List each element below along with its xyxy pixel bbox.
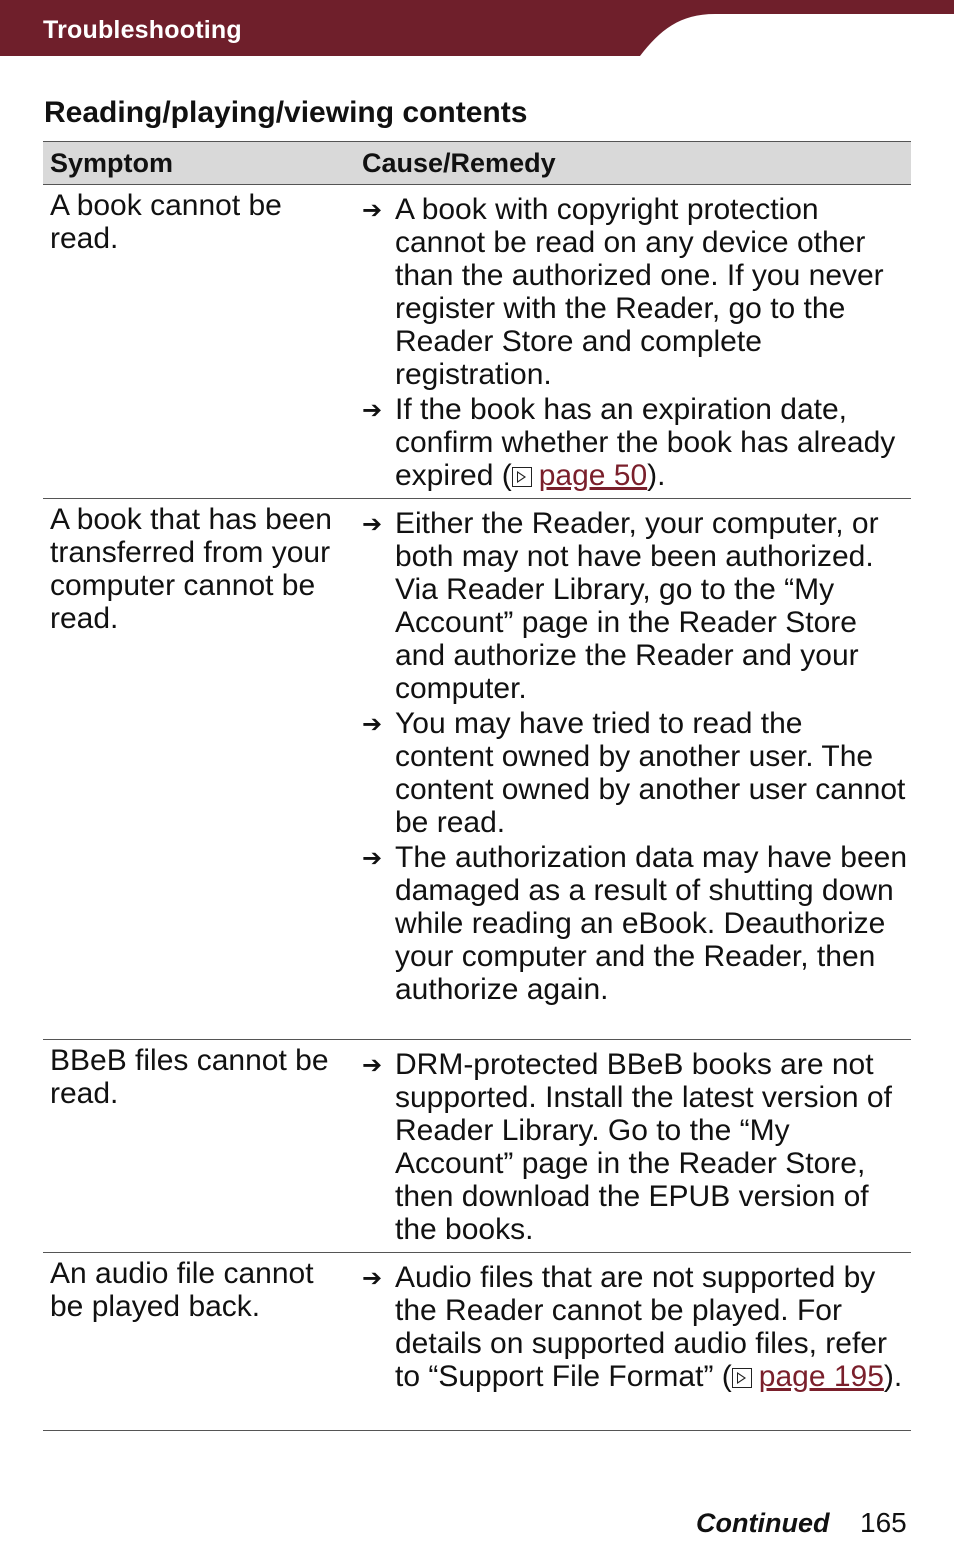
cause-item: ➔ You may have tried to read the content owned by another user. The content owned by another user cannot be read. <box>362 707 906 839</box>
cause-item: ➔ The authorization data may have been damaged as a result of shutting down while reading an eBook. Deauthorize your computer and the Reader, then authorize again. <box>362 841 908 1006</box>
section-label: Troubleshooting <box>43 16 242 44</box>
arrow-right-icon: ➔ <box>362 511 383 538</box>
arrow-right-icon: ➔ <box>362 397 383 424</box>
symptom-cell: A book that has been transferred from your computer cannot be read. <box>43 499 355 1040</box>
arrow-right-icon: ➔ <box>362 845 383 872</box>
cause-item: ➔ Either the Reader, your computer, or both may not have been authorized. Via Reader Library, go to the “My Account” page in the Reader Store and authorize the Reader and your computer. <box>362 507 879 705</box>
continued-label: Continued <box>696 1508 830 1538</box>
cause-cell <box>355 499 911 1040</box>
symptom-cell: BBeB files cannot be read. <box>43 1040 355 1253</box>
page-title: Reading/playing/viewing contents <box>44 96 528 129</box>
column-header-symptom: Symptom <box>43 142 355 185</box>
arrow-right-icon: ➔ <box>362 197 383 224</box>
column-header-cause: Cause/Remedy <box>355 142 911 185</box>
cause-cell <box>355 1040 911 1253</box>
cause-item: ➔ Audio files that are not supported by the Reader cannot be played. For details on supported audio files, refer to “Support File Format” ( page 195). <box>362 1261 903 1393</box>
arrow-right-icon: ➔ <box>362 1052 383 1079</box>
table-row <box>43 185 911 499</box>
page-number: 165 <box>860 1507 907 1538</box>
page-reference-icon <box>512 467 532 487</box>
page-link[interactable]: page 195 <box>758 1360 884 1393</box>
table-header-row <box>43 142 911 185</box>
arrow-right-icon: ➔ <box>362 1265 383 1292</box>
table-row <box>43 499 911 1040</box>
table-row <box>43 1040 911 1253</box>
cause-cell <box>355 185 911 499</box>
header-bar <box>0 0 954 60</box>
symptom-cell: A book cannot be read. <box>43 185 355 499</box>
cause-item: ➔ If the book has an expiration date, confirm whether the book has already expired ( page 50). <box>362 393 896 492</box>
cause-cell <box>355 1253 911 1431</box>
troubleshooting-table <box>43 141 911 1431</box>
cause-item: ➔ DRM-protected BBeB books are not supported. Install the latest version of Reader Library. Go to the “My Account” page in the Reader Store, then download the EPUB version of the books. <box>362 1048 892 1246</box>
cause-item: ➔ A book with copyright protection cannot be read on any device other than the authorized one. If you never register with the Reader, go to the Reader Store and complete registration. <box>362 193 884 391</box>
symptom-cell: An audio file cannot be played back. <box>43 1253 355 1431</box>
page-link[interactable]: page 50 <box>538 459 648 492</box>
table-row <box>43 1253 911 1431</box>
page-reference-icon <box>732 1368 752 1388</box>
arrow-right-icon: ➔ <box>362 711 383 738</box>
